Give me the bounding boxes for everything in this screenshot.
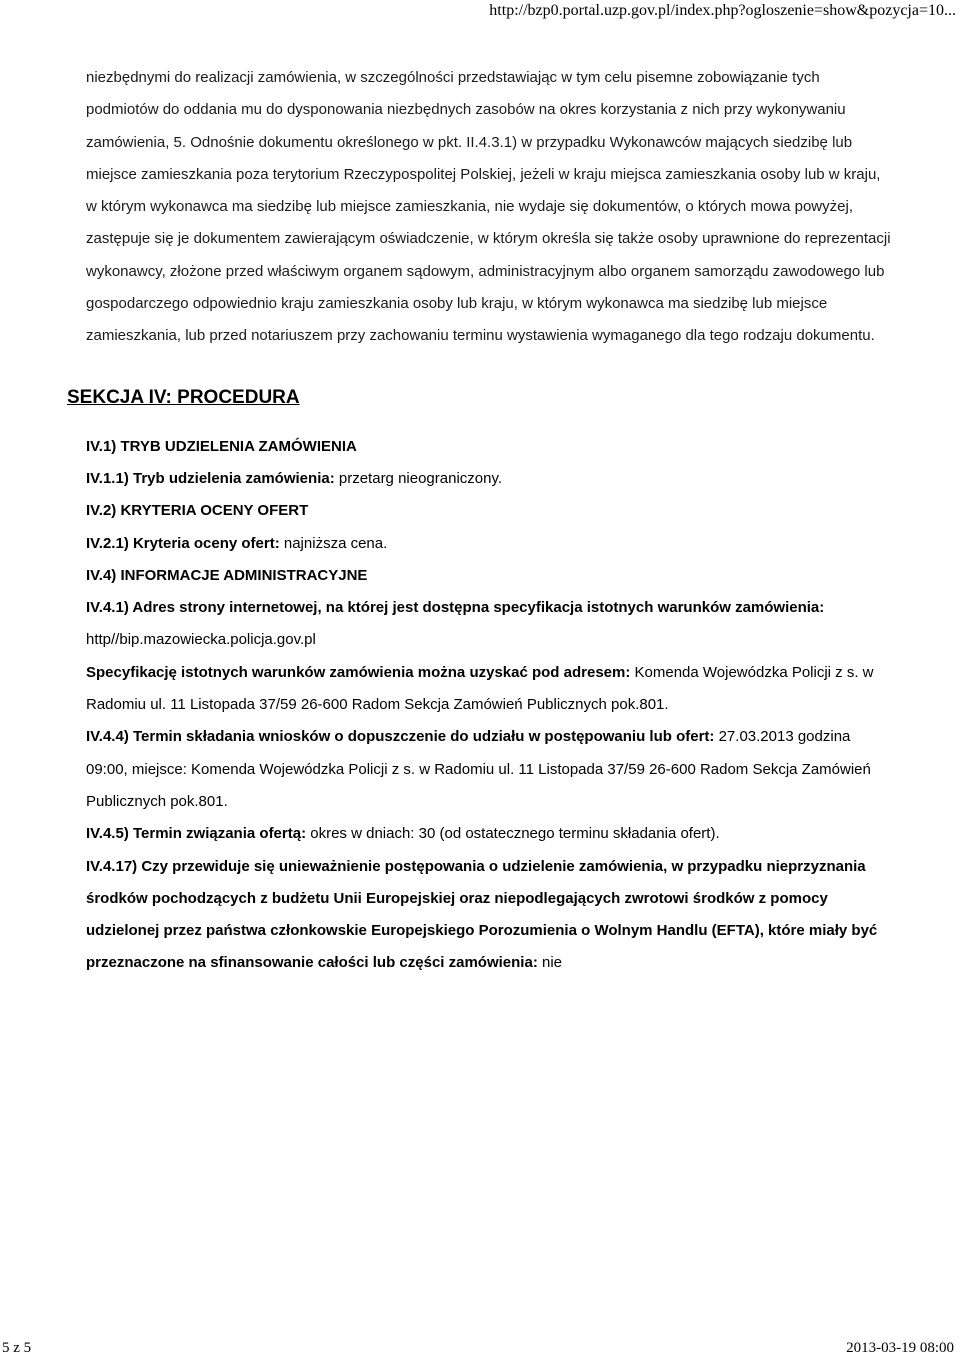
iv21-value: najniższa cena.: [283, 534, 388, 552]
siwz-item: [86, 657, 892, 722]
iv417-item: [86, 851, 892, 980]
iv4-item: [86, 560, 892, 592]
section-title: SEKCJA IV: PROCEDURA: [67, 386, 300, 408]
iv44-item: [86, 721, 892, 818]
iv44-label: IV.4.4) Termin składania wniosków o dopuszczenie do udziału w postępowaniu lub ofert:: [86, 728, 715, 746]
iv41-item: [86, 592, 892, 657]
iv1-item: [86, 431, 892, 463]
iv2-heading: IV.2) KRYTERIA OCENY OFERT: [86, 502, 309, 520]
intro-paragraph: niezbędnymi do realizacji zamówienia, w szczególności przedstawiając w tym celu pisemne zobowiązanie tych podmiotów do oddania mu do dysponowania niezbędnych zasobów na okres korzystania z nich przy wykonywaniu zamówienia, 5. Odnośnie dokumentu określonego w pkt. II.4.3.1) w przypadku Wykonawców mających siedzibę lub miejsce zamieszkania poza terytorium Rzeczypospolitej Polskiej, jeżeli w kraju miejsca zamieszkania osoby lub w kraju, w którym wykonawca ma siedzibę lub miejsce zamieszkania, nie wydaje się dokumentów, o których mowa powyżej, zastępuje się je dokumentem zawierającym oświadczenie, w którym określa się także osoby uprawnione do reprezentacji wykonawcy, złożone przed właściwym organem sądowym, administracyjnym albo organem samorządu zawodowego lub gospodarczego odpowiednio kraju zamieszkania osoby lub kraju, w którym wykonawca ma siedzibę lub miejsce zamieszkania, lub przed notariuszem przy zachowaniu terminu wystawienia wymaganego dla tego rodzaju dokumentu.: [86, 69, 891, 345]
iv45-item: [86, 818, 892, 850]
siwz-label: Specyfikację istotnych warunków zamówienia można uzyskać pod adresem:: [86, 663, 631, 681]
iv1-heading: IV.1) TRYB UDZIELENIA ZAMÓWIENIA: [86, 437, 357, 455]
document-body: [67, 62, 892, 980]
page-url: http://bzp0.portal.uzp.gov.pl/index.php?ogloszenie=show&pozycja=10...: [489, 2, 956, 19]
iv45-label: IV.4.5) Termin związania ofertą:: [86, 825, 307, 843]
section-content: [86, 431, 892, 980]
siwz-value: Komenda Wojewódzka Policji z s. w Radomiu ul. 11 Listopada 37/59 26-600 Radom Sekcja Zamówień Publicznych pok.801.: [86, 663, 874, 714]
iv21-label: IV.2.1) Kryteria oceny ofert:: [86, 534, 280, 552]
iv417-value: nie: [541, 954, 563, 972]
iv41-label: IV.4.1) Adres strony internetowej, na której jest dostępna specyfikacja istotnych warunków zamówienia:: [86, 599, 825, 617]
page-number: 5 z 5: [2, 1340, 32, 1356]
iv4-heading: IV.4) INFORMACJE ADMINISTRACYJNE: [86, 566, 368, 584]
iv45-value: okres w dniach: 30 (od ostatecznego terminu składania ofert).: [310, 825, 720, 843]
iv417-label: IV.4.17) Czy przewiduje się unieważnienie postępowania o udzielenie zamówienia, w przypadku nieprzyznania środków pochodzących z budżetu Unii Europejskiej oraz niepodlegających zwrotowi środków z pomocy udzielonej przez państwa członkowskie Europejskiego Porozumienia o Wolnym Handlu (EFTA), które miały być przeznaczone na sfinansowanie całości lub części zamówienia:: [86, 857, 878, 972]
iv11-item: [86, 463, 892, 495]
iv11-value: przetarg nieograniczony.: [338, 469, 503, 487]
iv21-item: [86, 528, 892, 560]
iv44-value: 27.03.2013 godzina 09:00, miejsce: Komenda Wojewódzka Policji z s. w Radomiu ul. 11 Listopada 37/59 26-600 Radom Sekcja Zamówień Publicznych pok.801.: [86, 728, 871, 810]
print-timestamp: 2013-03-19 08:00: [846, 1340, 954, 1356]
iv2-item: [86, 495, 892, 527]
iv41-value: http//bip.mazowiecka.policja.gov.pl: [86, 631, 316, 649]
iv11-label: IV.1.1) Tryb udzielenia zamówienia:: [86, 469, 335, 487]
